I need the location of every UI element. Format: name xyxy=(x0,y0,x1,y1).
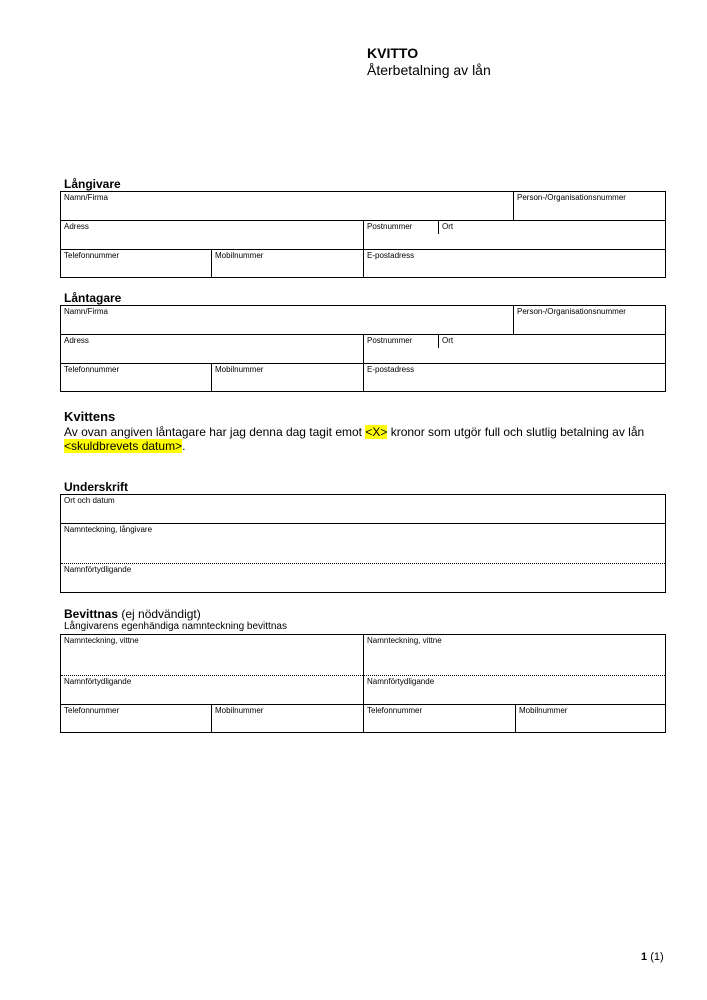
witness1-signature-field[interactable]: Namnteckning, vittne xyxy=(64,636,139,645)
witness1-phone-field[interactable]: Telefonnummer xyxy=(64,706,120,715)
witness-heading xyxy=(64,607,201,621)
lender-table xyxy=(60,191,666,278)
borrower-id-field[interactable]: Person-/Organisationsnummer xyxy=(517,307,626,316)
page-total: (1) xyxy=(650,951,664,963)
witness2-mobile-field[interactable]: Mobilnummer xyxy=(519,706,568,715)
borrower-postcode-field[interactable]: Postnummer xyxy=(367,336,413,345)
witness-heading-note: (ej nödvändigt) xyxy=(118,607,201,621)
receipt-text-part1: Av ovan angiven låntagare har jag denna dag tagit emot xyxy=(64,425,366,439)
lender-email-field[interactable]: E-postadress xyxy=(367,251,415,260)
receipt-text-end: . xyxy=(182,439,186,453)
lender-address-field[interactable]: Adress xyxy=(64,222,89,231)
lender-name-field[interactable]: Namn/Firma xyxy=(64,193,109,202)
lender-id-field[interactable]: Person-/Organisationsnummer xyxy=(517,193,626,202)
borrower-table xyxy=(60,305,666,392)
borrower-heading: Låntagare xyxy=(64,291,122,305)
witness-table xyxy=(60,634,666,733)
page-current: 1 xyxy=(641,951,648,963)
borrower-mobile-field[interactable]: Mobilnummer xyxy=(215,365,264,374)
witness2-signature-field[interactable]: Namnteckning, vittne xyxy=(367,636,442,645)
witness1-mobile-field[interactable]: Mobilnummer xyxy=(215,706,264,715)
document-title: KVITTO xyxy=(367,45,419,61)
lender-phone-field[interactable]: Telefonnummer xyxy=(64,251,120,260)
witness2-phone-field[interactable]: Telefonnummer xyxy=(367,706,423,715)
borrower-city-field[interactable]: Ort xyxy=(442,336,454,345)
lender-signature-field[interactable]: Namnteckning, långivare xyxy=(64,525,153,534)
witness-subheading: Långivarens egenhändiga namnteckning bevittnas xyxy=(64,621,287,632)
witness-heading-text: Bevittnas xyxy=(64,607,119,621)
loan-date-placeholder[interactable]: <skuldbrevets datum> xyxy=(64,439,183,453)
amount-placeholder[interactable]: <X> xyxy=(365,425,388,439)
signature-heading: Underskrift xyxy=(64,480,129,494)
receipt-heading: Kvittens xyxy=(64,409,116,424)
lender-postcode-field[interactable]: Postnummer xyxy=(367,222,413,231)
lender-mobile-field[interactable]: Mobilnummer xyxy=(215,251,264,260)
borrower-address-field[interactable]: Adress xyxy=(64,336,89,345)
receipt-text-part2: kronor som utgör full och slutlig betalning av lån xyxy=(387,425,645,439)
place-date-field[interactable]: Ort och datum xyxy=(64,496,115,505)
signature-table xyxy=(60,494,666,593)
page-number xyxy=(641,951,664,963)
borrower-email-field[interactable]: E-postadress xyxy=(367,365,415,374)
witness1-name-clarification-field[interactable]: Namnförtydligande xyxy=(64,677,132,686)
lender-heading: Långivare xyxy=(64,177,121,191)
witness2-name-clarification-field[interactable]: Namnförtydligande xyxy=(367,677,435,686)
lender-name-clarification-field[interactable]: Namnförtydligande xyxy=(64,565,132,574)
document-subtitle: Återbetalning av lån xyxy=(367,62,491,78)
borrower-name-field[interactable]: Namn/Firma xyxy=(64,307,109,316)
receipt-text xyxy=(64,425,664,453)
lender-city-field[interactable]: Ort xyxy=(442,222,454,231)
borrower-phone-field[interactable]: Telefonnummer xyxy=(64,365,120,374)
